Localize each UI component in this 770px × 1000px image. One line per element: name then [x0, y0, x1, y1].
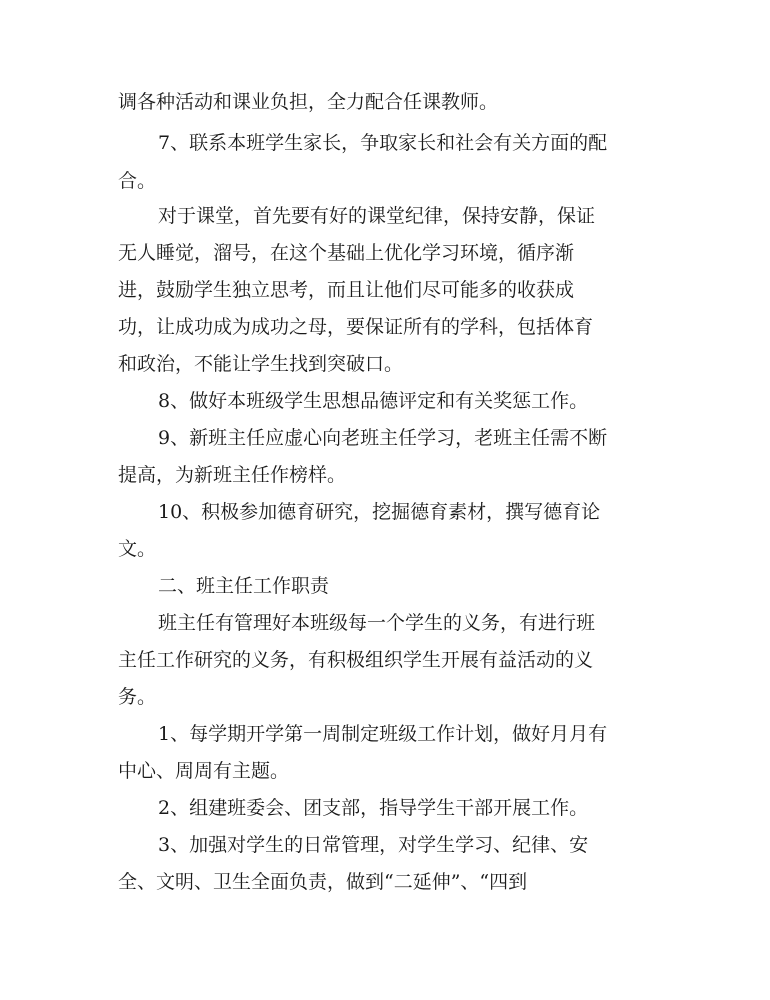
section-heading: 二、班主任工作职责	[158, 575, 330, 597]
text-line: 中心、周周有主题。	[118, 760, 290, 782]
text-line: 9、新班主任应虚心向老班主任学习，老班主任需不断	[158, 427, 608, 449]
text-line: 7、联系本班学生家长，争取家长和社会有关方面的配	[158, 132, 608, 154]
text-line: 全、文明、卫生全面负责，做到“二延伸”、“四到	[118, 871, 528, 893]
text-line: 1、每学期开学第一周制定班级工作计划，做好月月有	[158, 723, 608, 745]
text-line: 2、组建班委会、团支部，指导学生干部开展工作。	[158, 797, 589, 819]
text-line: 务。	[118, 686, 157, 708]
text-line: 3、加强对学生的日常管理，对学生学习、纪律、安	[158, 834, 589, 856]
text-line: 功，让成功成为成功之母，要保证所有的学科，包括体育	[118, 316, 594, 338]
text-line: 10、积极参加德育研究，挖掘德育素材，撰写德育论	[158, 501, 601, 523]
text-line: 和政治，不能让学生找到突破口。	[118, 353, 404, 375]
text-line: 班主任有管理好本班级每一个学生的义务，有进行班	[158, 612, 596, 634]
text-line: 合。	[118, 170, 157, 192]
text-line: 调各种活动和课业负担，全力配合任课教师。	[118, 91, 499, 113]
text-line: 8、做好本班级学生思想品德评定和有关奖惩工作。	[158, 390, 589, 412]
text-line: 主任工作研究的义务，有积极组织学生开展有益活动的义	[118, 649, 594, 671]
text-line: 文。	[118, 538, 157, 560]
text-line: 提高，为新班主任作榜样。	[118, 464, 347, 486]
text-line: 进，鼓励学生独立思考，而且让他们尽可能多的收获成	[118, 279, 575, 301]
text-line: 对于课堂，首先要有好的课堂纪律，保持安静，保证	[158, 205, 596, 227]
text-line: 无人睡觉，溜号，在这个基础上优化学习环境，循序渐	[118, 242, 575, 264]
